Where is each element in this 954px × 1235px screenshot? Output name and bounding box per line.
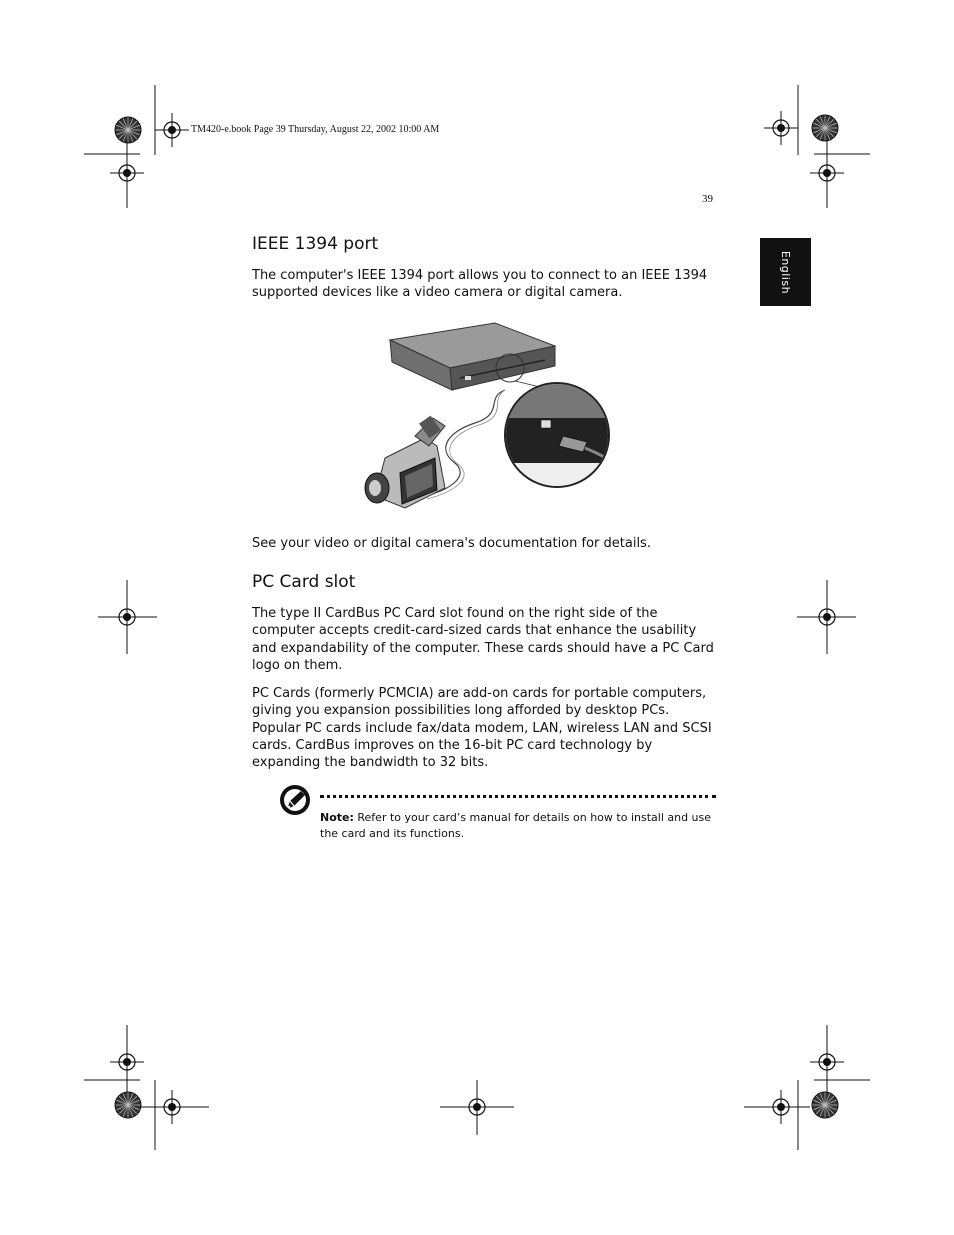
pen-note-icon — [278, 783, 312, 817]
camcorder-illustration — [365, 416, 445, 508]
ieee-section-title: IEEE 1394 port — [252, 234, 379, 254]
starburst-target-icon — [812, 1092, 838, 1118]
note-body: Refer to your card’s manual for details on how to install and use the card and its functions. — [320, 811, 712, 840]
starburst-target-icon — [115, 1092, 141, 1118]
port-closeup-illustration — [500, 383, 615, 503]
laptop-illustration — [390, 323, 555, 390]
note-text — [320, 810, 720, 842]
note-label: Note: — [320, 811, 354, 824]
pccard-paragraph-2: PC Cards (formerly PCMCIA) are add-on cards for portable computers, giving you expansion possibilities long afforded by desktop PCs. Popular PC cards include fax/data modem, LAN, wireless LAN and SCSI cards. CardBus improves on the 16-bit PC card technology by expanding the bandwidth to 32 bits. — [252, 686, 712, 771]
ieee1394-connection-illustration — [355, 318, 615, 518]
language-tab-label: English — [778, 250, 792, 294]
ieee-documentation-note: See your video or digital camera's documentation for details. — [252, 536, 651, 551]
registration-mark-icon — [155, 113, 189, 147]
print-header: TM420-e.book Page 39 Thursday, August 22, 2002 10:00 AM — [191, 124, 440, 135]
pccard-paragraph-1: The type II CardBus PC Card slot found on the right side of the computer accepts credit-card-sized cards that enhance the usability and expandability of the computer. These cards should have a PC Card logo on them. — [252, 606, 714, 673]
page-number: 39 — [702, 193, 713, 205]
ieee-intro-paragraph: The computer's IEEE 1394 port allows you to connect to an IEEE 1394 supported devices like a video camera or digital camera. — [252, 268, 708, 301]
starburst-target-icon — [812, 115, 838, 141]
note-divider — [320, 795, 716, 798]
language-tab — [760, 238, 811, 306]
registration-mark-icon — [764, 111, 798, 145]
starburst-target-icon — [115, 117, 141, 143]
pccard-section-title: PC Card slot — [252, 572, 356, 592]
